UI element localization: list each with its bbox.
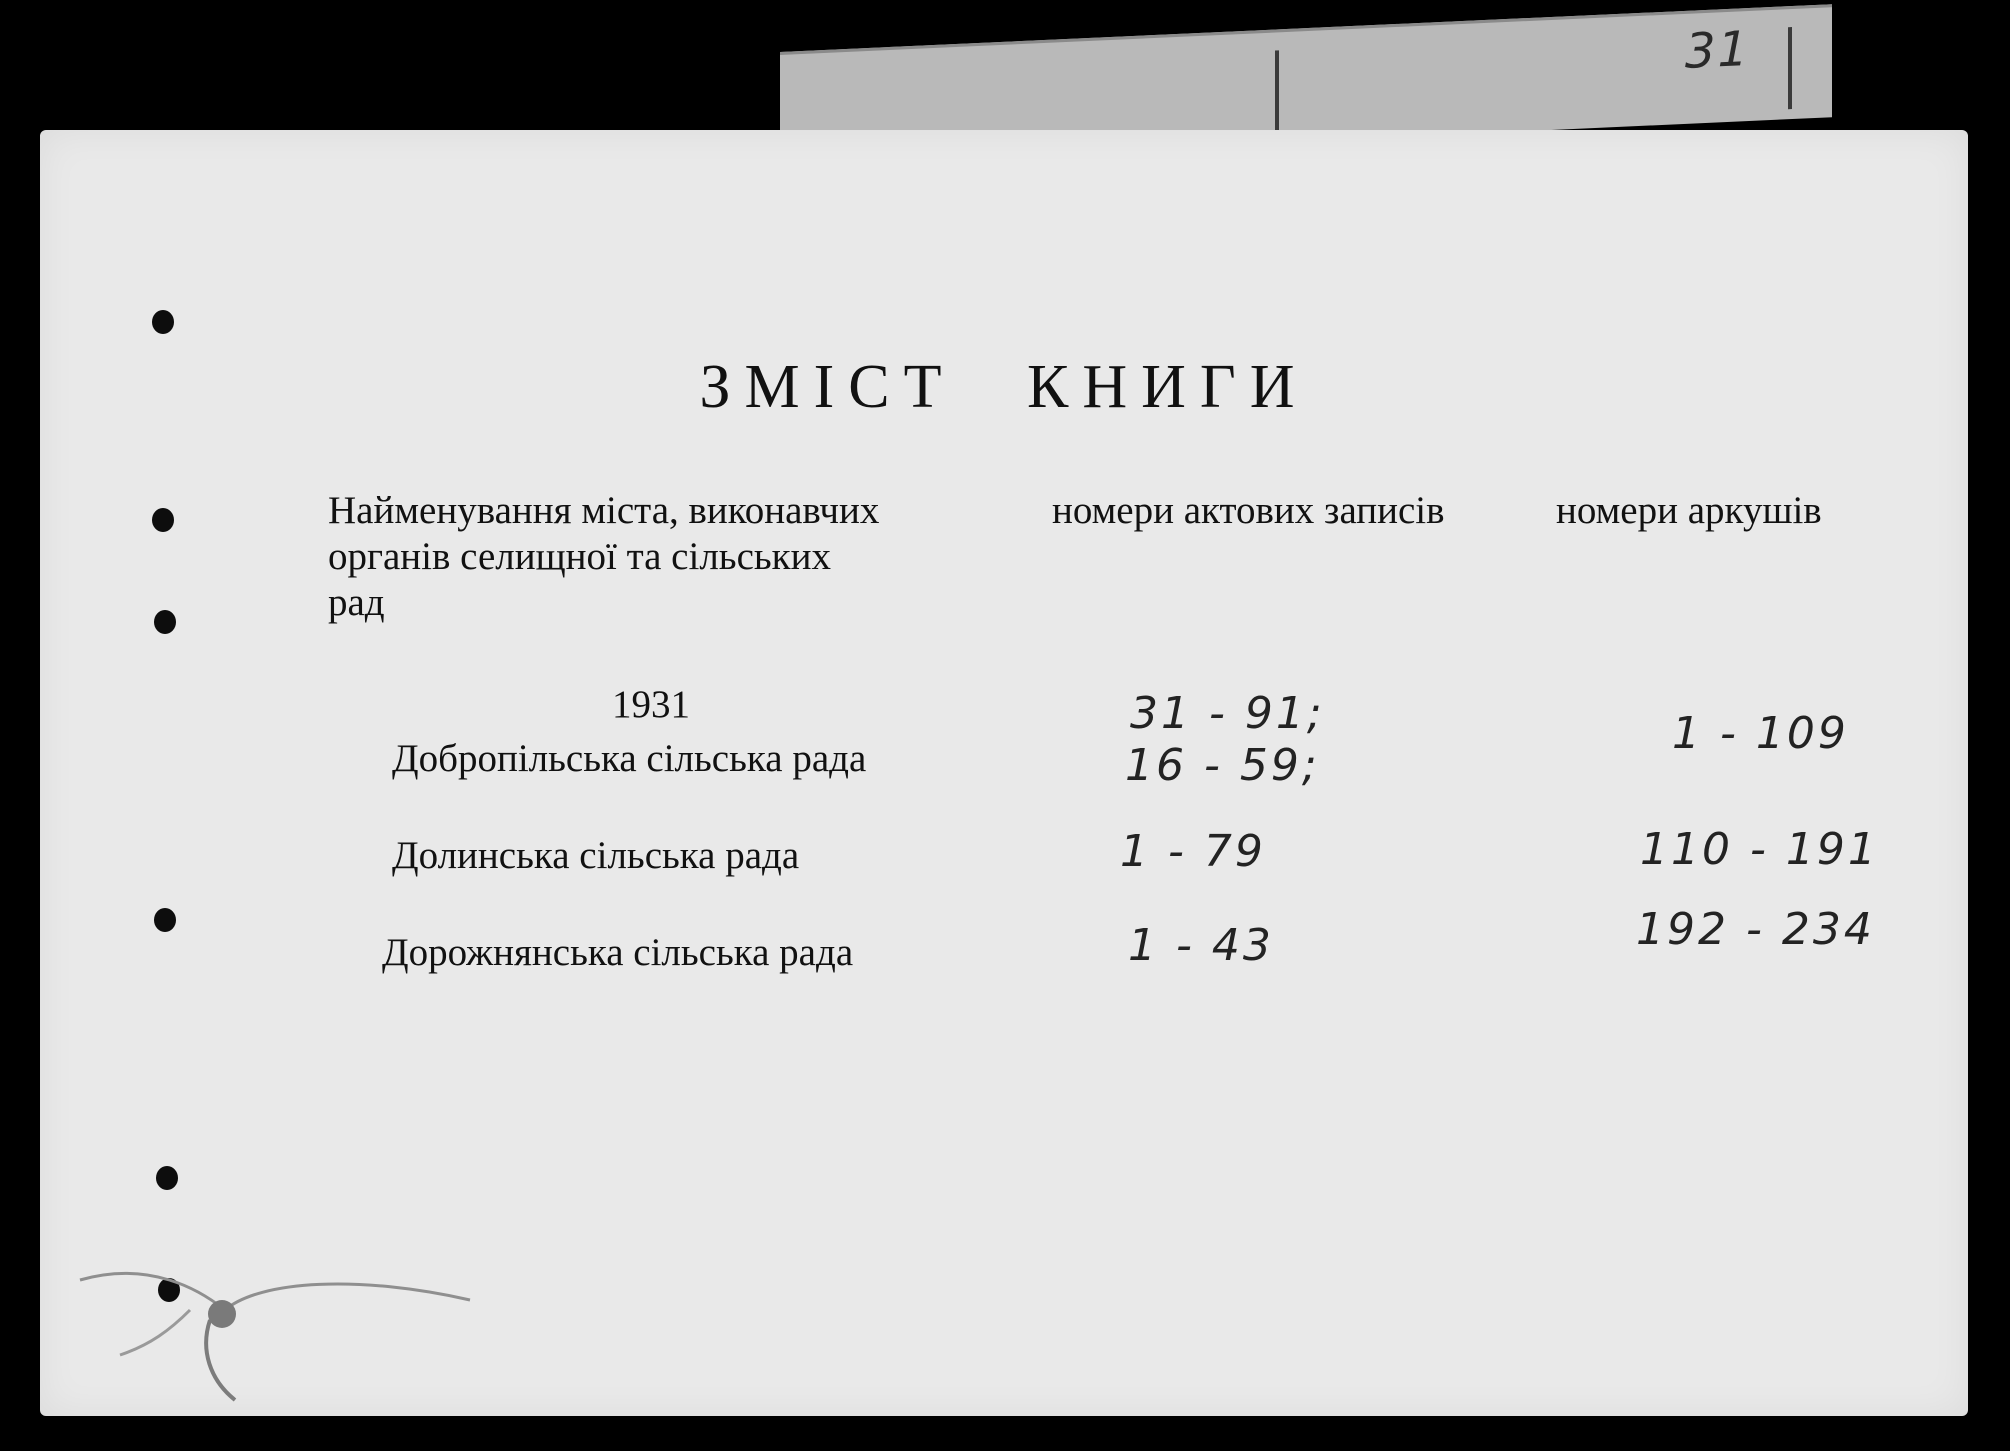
table-row-name: Долинська сільська рада xyxy=(392,834,800,877)
table-row-records: 1 - 43 xyxy=(1128,920,1274,971)
table-row-records: 16 - 59; xyxy=(1125,740,1320,791)
binding-hole xyxy=(152,310,174,334)
page-title: ЗМІСТ КНИГИ xyxy=(699,353,1309,421)
table-row-name: Дорожнянська сільська рада xyxy=(382,931,854,974)
table-row-sheets: 1 - 109 xyxy=(1672,708,1849,759)
column-header-records: номери актових записів xyxy=(1052,489,1445,532)
frame-line xyxy=(1275,50,1279,132)
table-row-records: 1 - 79 xyxy=(1120,826,1266,877)
year-label: 1931 xyxy=(612,683,690,726)
folio-number: 31 xyxy=(1685,20,1751,80)
table-row-records: 31 - 91; xyxy=(1130,688,1325,739)
binding-thread xyxy=(60,1250,480,1410)
table-row-sheets: 110 - 191 xyxy=(1640,824,1879,875)
column-header-name-line1: Найменування міста, виконавчих xyxy=(328,489,880,532)
document-page xyxy=(40,130,1968,1416)
table-row-sheets: 192 - 234 xyxy=(1636,904,1875,955)
table-row-name: Добропільська сільська рада xyxy=(392,737,867,780)
binding-hole xyxy=(156,1166,178,1190)
column-header-name-line3: рад xyxy=(328,581,385,624)
binding-hole xyxy=(154,908,176,932)
binding-hole xyxy=(154,610,176,634)
column-header-name-line2: органів селищної та сільських xyxy=(328,535,831,578)
binding-hole xyxy=(152,508,174,532)
frame-line xyxy=(1788,27,1792,109)
column-header-sheets: номери аркушів xyxy=(1556,489,1822,532)
column-header-name xyxy=(328,488,1028,626)
